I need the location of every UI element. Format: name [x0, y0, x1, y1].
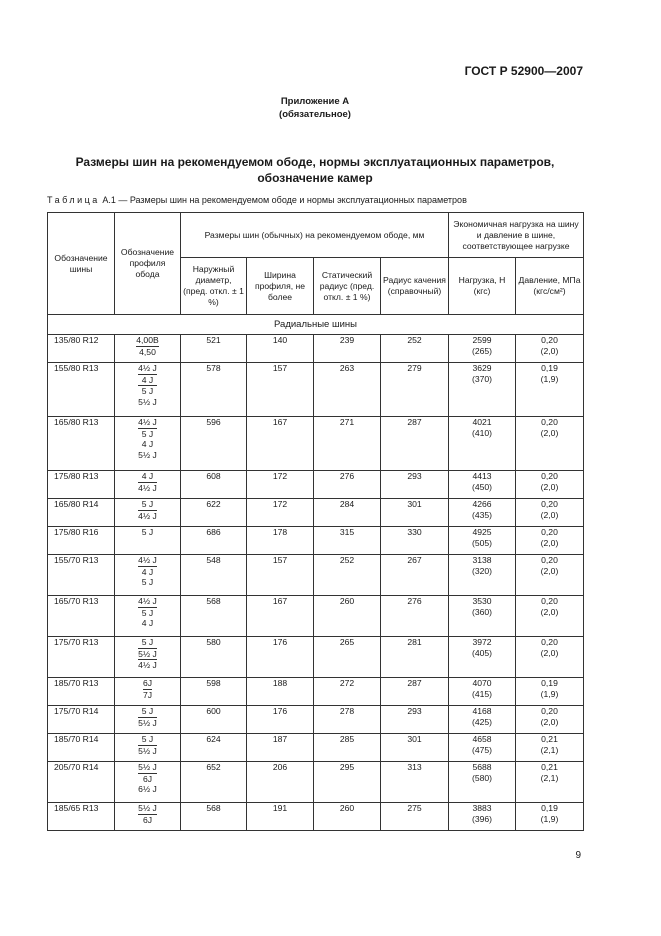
- table-row: [48, 734, 584, 762]
- pressure-mpa: 0,20: [541, 471, 558, 481]
- cell-width: 167: [247, 417, 314, 471]
- cell-width: 167: [247, 596, 314, 637]
- cell-static-radius: 276: [314, 471, 381, 499]
- pressure-mpa: 0,20: [541, 527, 558, 537]
- load-kgf: (580): [471, 773, 493, 783]
- pressure-kgf: (2,0): [540, 510, 559, 520]
- pressure-mpa: 0,20: [541, 499, 558, 509]
- rim-list: [138, 762, 157, 795]
- table-row: [48, 596, 584, 637]
- pressure-mpa: 0,20: [541, 555, 558, 565]
- load-newton: 2599: [472, 335, 492, 345]
- cell-rim: [115, 363, 181, 417]
- load-kgf: (450): [471, 482, 493, 492]
- cell-rim: [115, 596, 181, 637]
- rim-option: 7J: [142, 689, 153, 700]
- pressure-mpa: 0,21: [541, 734, 558, 744]
- cell-outer-diameter: 624: [181, 734, 247, 762]
- cell-tyre: 165/80 R13: [48, 417, 115, 471]
- header-static-radius: Статический радиус (пред. откл. ± 1 %): [314, 258, 381, 315]
- cell-width: 191: [247, 803, 314, 831]
- load-newton: 4413: [472, 471, 492, 481]
- cell-pressure: [516, 596, 584, 637]
- cell-tyre: 185/70 R14: [48, 734, 115, 762]
- cell-pressure: [516, 417, 584, 471]
- rim-option: 5 J: [138, 734, 157, 746]
- cell-static-radius: 272: [314, 678, 381, 706]
- pressure-mpa: 0,20: [541, 637, 558, 647]
- rim-option: 4 J: [141, 439, 154, 449]
- cell-outer-diameter: 686: [181, 527, 247, 555]
- pressure-kgf: (1,9): [540, 689, 559, 699]
- cell-static-radius: 295: [314, 762, 381, 803]
- table-body: [48, 315, 584, 831]
- rim-option: 6J: [142, 773, 153, 784]
- cell-pressure: [516, 734, 584, 762]
- cell-pressure: [516, 363, 584, 417]
- rim-option: 5 J: [138, 499, 157, 511]
- cell-tyre: 155/80 R13: [48, 363, 115, 417]
- cell-rim: [115, 417, 181, 471]
- cell-load: [449, 734, 516, 762]
- table-row: [48, 637, 584, 678]
- rim-list: [138, 706, 157, 728]
- tyre-size-table: [47, 212, 584, 831]
- rim-list: [138, 499, 157, 521]
- cell-rolling-radius: 287: [381, 417, 449, 471]
- appendix-heading: [0, 95, 630, 121]
- pressure-kgf: (2,0): [540, 607, 559, 617]
- cell-outer-diameter: 598: [181, 678, 247, 706]
- pressure-kgf: (1,9): [540, 814, 559, 824]
- rim-list: [142, 527, 153, 538]
- cell-tyre: 165/70 R13: [48, 596, 115, 637]
- cell-rim: [115, 555, 181, 596]
- pressure-kgf: (1,9): [540, 374, 559, 384]
- table-row: [48, 499, 584, 527]
- cell-width: 172: [247, 471, 314, 499]
- cell-static-radius: 285: [314, 734, 381, 762]
- cell-rolling-radius: 281: [381, 637, 449, 678]
- pressure-mpa: 0,21: [541, 762, 558, 772]
- cell-outer-diameter: 596: [181, 417, 247, 471]
- cell-pressure: [516, 499, 584, 527]
- cell-load: [449, 417, 516, 471]
- cell-pressure: [516, 555, 584, 596]
- cell-rolling-radius: 275: [381, 803, 449, 831]
- cell-pressure: [516, 335, 584, 363]
- rim-option: 5½ J: [138, 762, 157, 772]
- cell-tyre: 205/70 R14: [48, 762, 115, 803]
- rim-option: 4 J: [141, 566, 154, 577]
- cell-tyre: 135/80 R12: [48, 335, 115, 363]
- cell-width: 157: [247, 555, 314, 596]
- cell-width: 176: [247, 706, 314, 734]
- cell-pressure: [516, 637, 584, 678]
- cell-width: 172: [247, 499, 314, 527]
- load-kgf: (360): [471, 607, 493, 617]
- cell-tyre: 175/80 R16: [48, 527, 115, 555]
- rim-option: 5½ J: [138, 449, 157, 460]
- cell-width: 187: [247, 734, 314, 762]
- cell-load: [449, 335, 516, 363]
- rim-list: [138, 363, 157, 407]
- rim-list: [143, 678, 152, 700]
- table-row: [48, 417, 584, 471]
- load-newton: 4266: [472, 499, 492, 509]
- cell-tyre: 175/70 R14: [48, 706, 115, 734]
- table-row: [48, 527, 584, 555]
- document-title-line-1: Размеры шин на рекомендуемом ободе, нормы эксплуатационных параметров,: [75, 155, 555, 169]
- pressure-mpa: 0,20: [541, 596, 558, 606]
- load-kgf: (410): [471, 428, 493, 438]
- cell-static-radius: 252: [314, 555, 381, 596]
- rim-list: [138, 417, 157, 460]
- rim-option: 4½ J: [138, 510, 157, 521]
- load-kgf: (435): [471, 510, 493, 520]
- header-economy: Экономичная нагрузка на шину и давление в шине, соответствующее нагрузке: [449, 213, 584, 258]
- rim-option: 4,00B: [136, 335, 159, 345]
- cell-load: [449, 803, 516, 831]
- header-sizes: Размеры шин (обычных) на рекомендуемом ободе, мм: [181, 213, 449, 258]
- cell-load: [449, 363, 516, 417]
- rim-list: [138, 637, 157, 671]
- rim-option: 5½ J: [138, 648, 157, 659]
- rim-option: 5 J: [141, 577, 154, 587]
- cell-rim: [115, 527, 181, 555]
- cell-pressure: [516, 471, 584, 499]
- rim-list: [138, 555, 157, 588]
- cell-width: 188: [247, 678, 314, 706]
- header-rim: Обозначение профиля обода: [115, 213, 181, 315]
- cell-outer-diameter: 608: [181, 471, 247, 499]
- pressure-mpa: 0,20: [541, 417, 558, 427]
- cell-tyre: 175/80 R13: [48, 471, 115, 499]
- load-newton: 4168: [472, 706, 492, 716]
- cell-outer-diameter: 568: [181, 803, 247, 831]
- cell-static-radius: 271: [314, 417, 381, 471]
- header-outer-diameter: Наружный диаметр, (пред. откл. ± 1 %): [181, 258, 247, 315]
- cell-rolling-radius: 276: [381, 596, 449, 637]
- rim-option: 4,50: [139, 346, 156, 357]
- rim-option: 5½ J: [138, 396, 157, 407]
- cell-static-radius: 260: [314, 596, 381, 637]
- rim-list: [138, 471, 157, 493]
- table-row: [48, 803, 584, 831]
- cell-outer-diameter: 568: [181, 596, 247, 637]
- document-title-line-2: обозначение камер: [257, 171, 373, 185]
- load-newton: 5688: [472, 762, 492, 772]
- cell-static-radius: 265: [314, 637, 381, 678]
- rim-list: [138, 803, 157, 825]
- pressure-kgf: (2,1): [540, 773, 559, 783]
- appendix-note: (обязательное): [279, 109, 351, 120]
- rim-option: 6½ J: [138, 784, 157, 794]
- rim-option: 4½ J: [138, 660, 157, 670]
- rim-list: [138, 734, 157, 756]
- table-row: [48, 335, 584, 363]
- load-kgf: (265): [471, 346, 493, 356]
- cell-pressure: [516, 762, 584, 803]
- cell-load: [449, 637, 516, 678]
- pressure-kgf: (2,0): [540, 346, 559, 356]
- rim-option: 4 J: [141, 618, 154, 628]
- cell-static-radius: 278: [314, 706, 381, 734]
- cell-rim: [115, 706, 181, 734]
- header-tyre: Обозначение шины: [48, 213, 115, 315]
- rim-option: 6J: [142, 678, 153, 688]
- cell-outer-diameter: 622: [181, 499, 247, 527]
- cell-outer-diameter: 580: [181, 637, 247, 678]
- cell-load: [449, 527, 516, 555]
- header-width: Ширина профиля, не более: [247, 258, 314, 315]
- cell-pressure: [516, 803, 584, 831]
- cell-width: 157: [247, 363, 314, 417]
- rim-option: 5½ J: [138, 803, 157, 813]
- cell-rolling-radius: 252: [381, 335, 449, 363]
- cell-pressure: [516, 706, 584, 734]
- load-kgf: (415): [471, 689, 493, 699]
- rim-option: 4½ J: [138, 555, 157, 565]
- cell-rolling-radius: 279: [381, 363, 449, 417]
- rim-option: 4½ J: [138, 363, 157, 373]
- cell-rolling-radius: 267: [381, 555, 449, 596]
- section-radial-tyres: Радиальные шины: [48, 315, 584, 335]
- header-load: Нагрузка, Н (кгс): [449, 258, 516, 315]
- cell-rim: [115, 637, 181, 678]
- pressure-kgf: (2,0): [540, 428, 559, 438]
- rim-option: 4 J: [138, 471, 157, 483]
- table-caption-text: А.1 — Размеры шин на рекомендуемом ободе и нормы эксплуатационных параметров: [102, 195, 467, 205]
- pressure-kgf: (2,0): [540, 566, 559, 576]
- load-kgf: (396): [471, 814, 493, 824]
- cell-static-radius: 260: [314, 803, 381, 831]
- rim-option: 5 J: [141, 386, 154, 396]
- pressure-kgf: (2,0): [540, 717, 559, 727]
- standard-number: ГОСТ Р 52900—2007: [464, 64, 583, 78]
- cell-tyre: 175/70 R13: [48, 637, 115, 678]
- cell-tyre: 165/80 R14: [48, 499, 115, 527]
- table-row: [48, 678, 584, 706]
- header-rolling-radius: Радиус качения (справочный): [381, 258, 449, 315]
- pressure-mpa: 0,20: [541, 706, 558, 716]
- cell-rim: [115, 471, 181, 499]
- rim-option: 5½ J: [138, 717, 157, 728]
- load-newton: 3972: [472, 637, 492, 647]
- load-newton: 3530: [472, 596, 492, 606]
- rim-option: 5 J: [141, 607, 154, 618]
- rim-list: [138, 596, 157, 629]
- table-row: [48, 363, 584, 417]
- load-kgf: (475): [471, 745, 493, 755]
- cell-tyre: 155/70 R13: [48, 555, 115, 596]
- cell-rim: [115, 803, 181, 831]
- cell-load: [449, 596, 516, 637]
- rim-option: 4½ J: [138, 596, 157, 606]
- table-caption: [47, 195, 467, 205]
- load-newton: 3138: [472, 555, 492, 565]
- cell-rim: [115, 762, 181, 803]
- rim-option: 4 J: [138, 375, 157, 387]
- cell-rolling-radius: 313: [381, 762, 449, 803]
- table-caption-prefix: Таблица: [47, 195, 100, 205]
- cell-pressure: [516, 527, 584, 555]
- load-newton: 3629: [472, 363, 492, 373]
- cell-load: [449, 678, 516, 706]
- cell-load: [449, 762, 516, 803]
- cell-tyre: 185/70 R13: [48, 678, 115, 706]
- load-newton: 4925: [472, 527, 492, 537]
- load-kgf: (505): [471, 538, 493, 548]
- cell-rim: [115, 734, 181, 762]
- cell-width: 176: [247, 637, 314, 678]
- cell-width: 140: [247, 335, 314, 363]
- cell-static-radius: 239: [314, 335, 381, 363]
- table-row: [48, 706, 584, 734]
- pressure-mpa: 0,19: [541, 363, 558, 373]
- cell-tyre: 185/65 R13: [48, 803, 115, 831]
- cell-outer-diameter: 652: [181, 762, 247, 803]
- cell-rolling-radius: 301: [381, 499, 449, 527]
- load-kgf: (370): [471, 374, 493, 384]
- rim-option: 6J: [142, 814, 153, 825]
- cell-rolling-radius: 293: [381, 706, 449, 734]
- table-row: [48, 762, 584, 803]
- pressure-kgf: (2,1): [540, 745, 559, 755]
- rim-list: [136, 335, 158, 357]
- document-title: [0, 154, 630, 186]
- rim-option: 5 J: [141, 428, 154, 439]
- rim-option: 5 J: [141, 527, 154, 537]
- load-kgf: (405): [471, 648, 493, 658]
- cell-rolling-radius: 330: [381, 527, 449, 555]
- cell-outer-diameter: 548: [181, 555, 247, 596]
- load-kgf: (320): [471, 566, 493, 576]
- rim-option: 4½ J: [138, 482, 157, 493]
- cell-pressure: [516, 678, 584, 706]
- rim-option: 5½ J: [138, 745, 157, 756]
- rim-option: 4½ J: [138, 417, 157, 427]
- cell-rolling-radius: 301: [381, 734, 449, 762]
- table-row: [48, 555, 584, 596]
- load-newton: 4021: [472, 417, 492, 427]
- cell-static-radius: 315: [314, 527, 381, 555]
- page-number: 9: [575, 850, 581, 861]
- cell-load: [449, 471, 516, 499]
- pressure-mpa: 0,20: [541, 335, 558, 345]
- cell-rim: [115, 678, 181, 706]
- cell-static-radius: 284: [314, 499, 381, 527]
- pressure-mpa: 0,19: [541, 678, 558, 688]
- cell-rolling-radius: 293: [381, 471, 449, 499]
- load-newton: 3883: [472, 803, 492, 813]
- load-kgf: (425): [471, 717, 493, 727]
- cell-width: 206: [247, 762, 314, 803]
- cell-width: 178: [247, 527, 314, 555]
- cell-outer-diameter: 521: [181, 335, 247, 363]
- rim-option: 5 J: [138, 706, 157, 718]
- pressure-kgf: (2,0): [540, 482, 559, 492]
- load-newton: 4658: [472, 734, 492, 744]
- header-pressure: Давление, МПа (кгс/см²): [516, 258, 584, 315]
- cell-load: [449, 555, 516, 596]
- pressure-kgf: (2,0): [540, 648, 559, 658]
- pressure-kgf: (2,0): [540, 538, 559, 548]
- load-newton: 4070: [472, 678, 492, 688]
- cell-rim: [115, 335, 181, 363]
- appendix-title: Приложение А: [280, 96, 350, 107]
- cell-load: [449, 706, 516, 734]
- cell-rim: [115, 499, 181, 527]
- rim-option: 5 J: [138, 637, 157, 649]
- cell-load: [449, 499, 516, 527]
- cell-outer-diameter: 578: [181, 363, 247, 417]
- pressure-mpa: 0,19: [541, 803, 558, 813]
- cell-outer-diameter: 600: [181, 706, 247, 734]
- table-row: [48, 471, 584, 499]
- cell-rolling-radius: 287: [381, 678, 449, 706]
- cell-static-radius: 263: [314, 363, 381, 417]
